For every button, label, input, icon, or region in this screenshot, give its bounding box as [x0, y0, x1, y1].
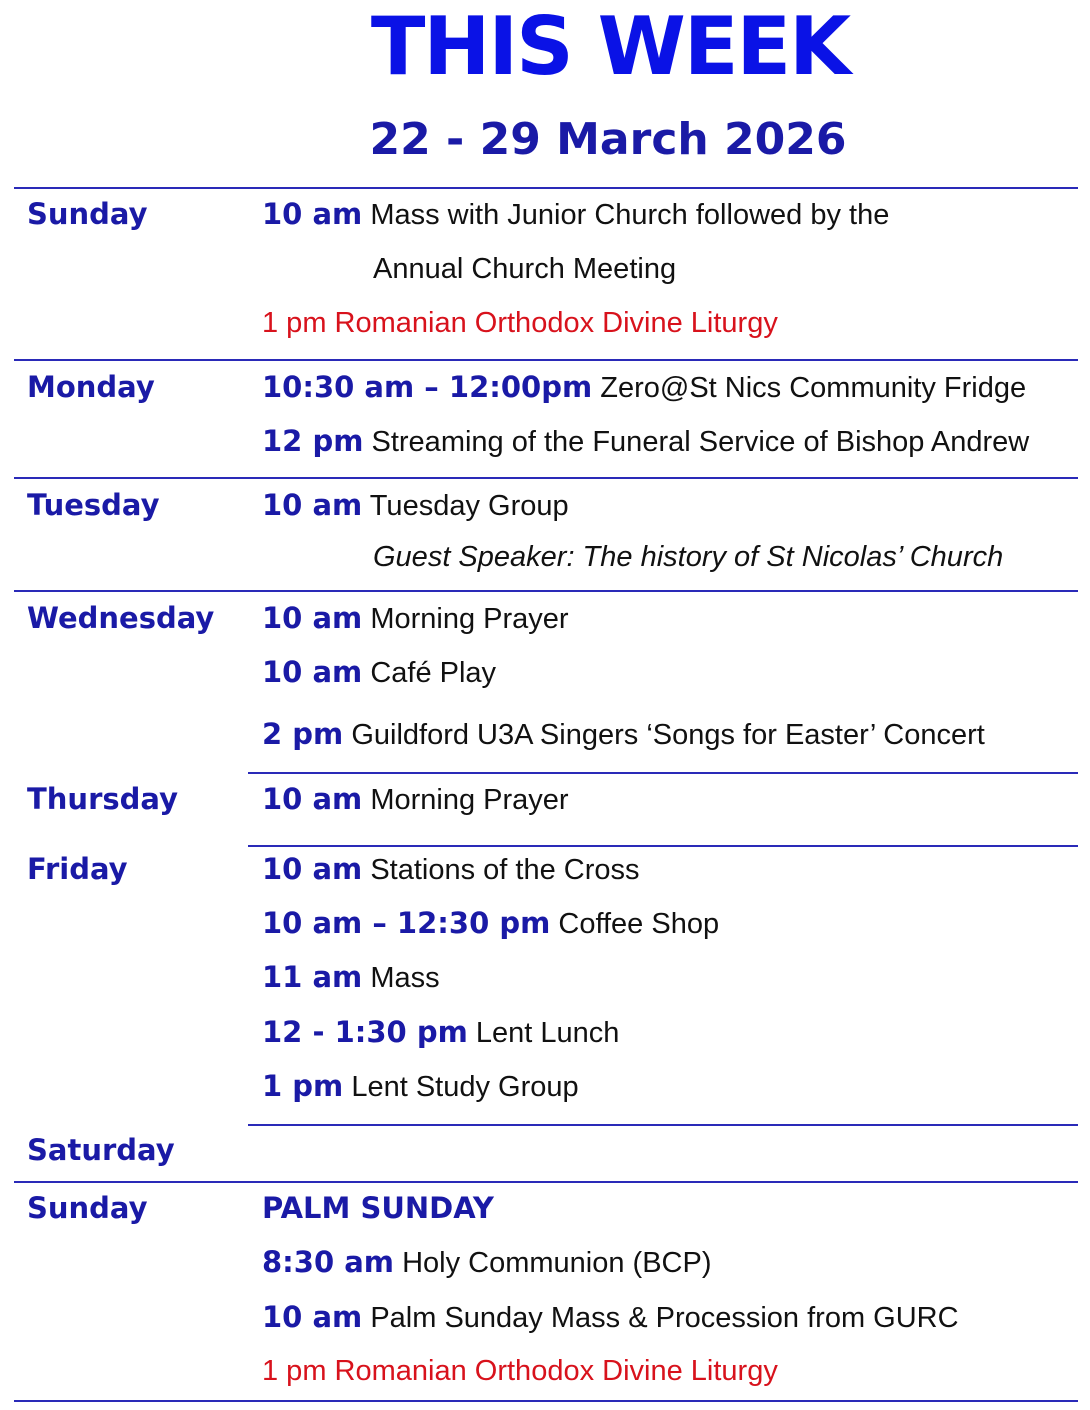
page-title: THIS WEEK	[370, 0, 850, 93]
event-text: Morning Prayer	[370, 784, 569, 816]
divider-friday	[248, 845, 1078, 847]
event-text: Stations of the Cross	[370, 854, 640, 886]
event-friday-mass	[262, 959, 440, 996]
day-label-saturday: Saturday	[27, 1133, 175, 1167]
divider-tuesday	[14, 477, 1078, 479]
event-text: Holy Communion (BCP)	[402, 1247, 712, 1279]
event-time: 10 am	[262, 601, 363, 635]
event-time: 1 pm	[262, 307, 327, 339]
event-time: 10 am	[262, 197, 363, 231]
day-label-monday: Monday	[27, 370, 155, 404]
divider-thursday	[248, 772, 1078, 774]
event-time: 12 - 1:30 pm	[262, 1015, 468, 1049]
event-time: 10 am	[262, 488, 363, 522]
palm-sunday-heading	[262, 1190, 494, 1227]
event-wednesday-cafe	[262, 654, 496, 691]
event-time: 10 am	[262, 1300, 363, 1334]
event-wednesday-concert	[262, 716, 985, 753]
event-time: 12 pm	[262, 424, 364, 458]
day-label-friday: Friday	[27, 852, 128, 886]
event-text: Tuesday Group	[369, 490, 569, 522]
event-text: Annual Church Meeting	[373, 253, 677, 285]
event-sunday-liturgy	[262, 305, 778, 341]
event-palm-communion	[262, 1244, 712, 1281]
event-text: Lent Study Group	[351, 1071, 579, 1103]
event-palm-liturgy	[262, 1353, 778, 1389]
event-text: Zero@St Nics Community Fridge	[600, 372, 1027, 404]
event-time: 10 am	[262, 782, 363, 816]
event-text: Café Play	[370, 657, 497, 689]
event-friday-lunch	[262, 1014, 619, 1051]
event-text: Mass	[370, 962, 440, 994]
date-range: 22 - 29 March 2026	[369, 114, 847, 165]
event-time: 1 pm	[262, 1069, 344, 1103]
event-time: 10:30 am – 12:00pm	[262, 370, 593, 404]
event-tuesday-speaker	[373, 539, 1003, 575]
event-friday-study	[262, 1068, 579, 1105]
event-friday-coffee	[262, 905, 719, 942]
event-monday-funeral	[262, 423, 1029, 460]
event-text: Mass with Junior Church followed by the	[370, 199, 890, 231]
event-time: 11 am	[262, 960, 363, 994]
event-text: Coffee Shop	[558, 908, 720, 940]
divider-top	[14, 187, 1078, 189]
event-time: 1 pm	[262, 1355, 327, 1387]
event-palm-mass	[262, 1299, 959, 1336]
event-text: Romanian Orthodox Divine Liturgy	[334, 307, 778, 339]
event-time: 8:30 am	[262, 1245, 395, 1279]
event-text: Guildford U3A Singers ‘Songs for Easter’ Concert	[351, 719, 985, 751]
divider-wednesday	[14, 590, 1078, 592]
day-label-thursday: Thursday	[27, 782, 178, 816]
event-time: 10 am	[262, 655, 363, 689]
event-sunday-meeting	[373, 251, 676, 287]
divider-palm-sunday	[14, 1181, 1078, 1183]
event-friday-stations	[262, 851, 640, 888]
event-tuesday-group	[262, 487, 569, 524]
event-monday-fridge	[262, 369, 1026, 406]
day-label-sunday-palm: Sunday	[27, 1191, 148, 1225]
day-label-tuesday: Tuesday	[27, 488, 160, 522]
event-time: 10 am – 12:30 pm	[262, 906, 551, 940]
event-text: Lent Lunch	[475, 1017, 620, 1049]
day-label-wednesday: Wednesday	[27, 601, 215, 635]
event-text: Palm Sunday Mass & Procession from GURC	[370, 1302, 959, 1334]
day-label-sunday: Sunday	[27, 197, 148, 231]
event-heading: PALM SUNDAY	[262, 1191, 494, 1225]
divider-monday	[14, 359, 1078, 361]
event-wednesday-prayer	[262, 600, 569, 637]
event-text: Streaming of the Funeral Service of Bishop Andrew	[371, 426, 1030, 458]
divider-bottom	[14, 1400, 1078, 1402]
divider-saturday	[248, 1124, 1078, 1126]
event-sunday-mass	[262, 196, 889, 233]
event-time: 2 pm	[262, 717, 344, 751]
event-thursday-prayer	[262, 781, 569, 818]
event-text: Guest Speaker: The history of St Nicolas’ Church	[373, 541, 1004, 573]
event-text: Romanian Orthodox Divine Liturgy	[334, 1355, 778, 1387]
event-text: Morning Prayer	[370, 603, 569, 635]
event-time: 10 am	[262, 852, 363, 886]
